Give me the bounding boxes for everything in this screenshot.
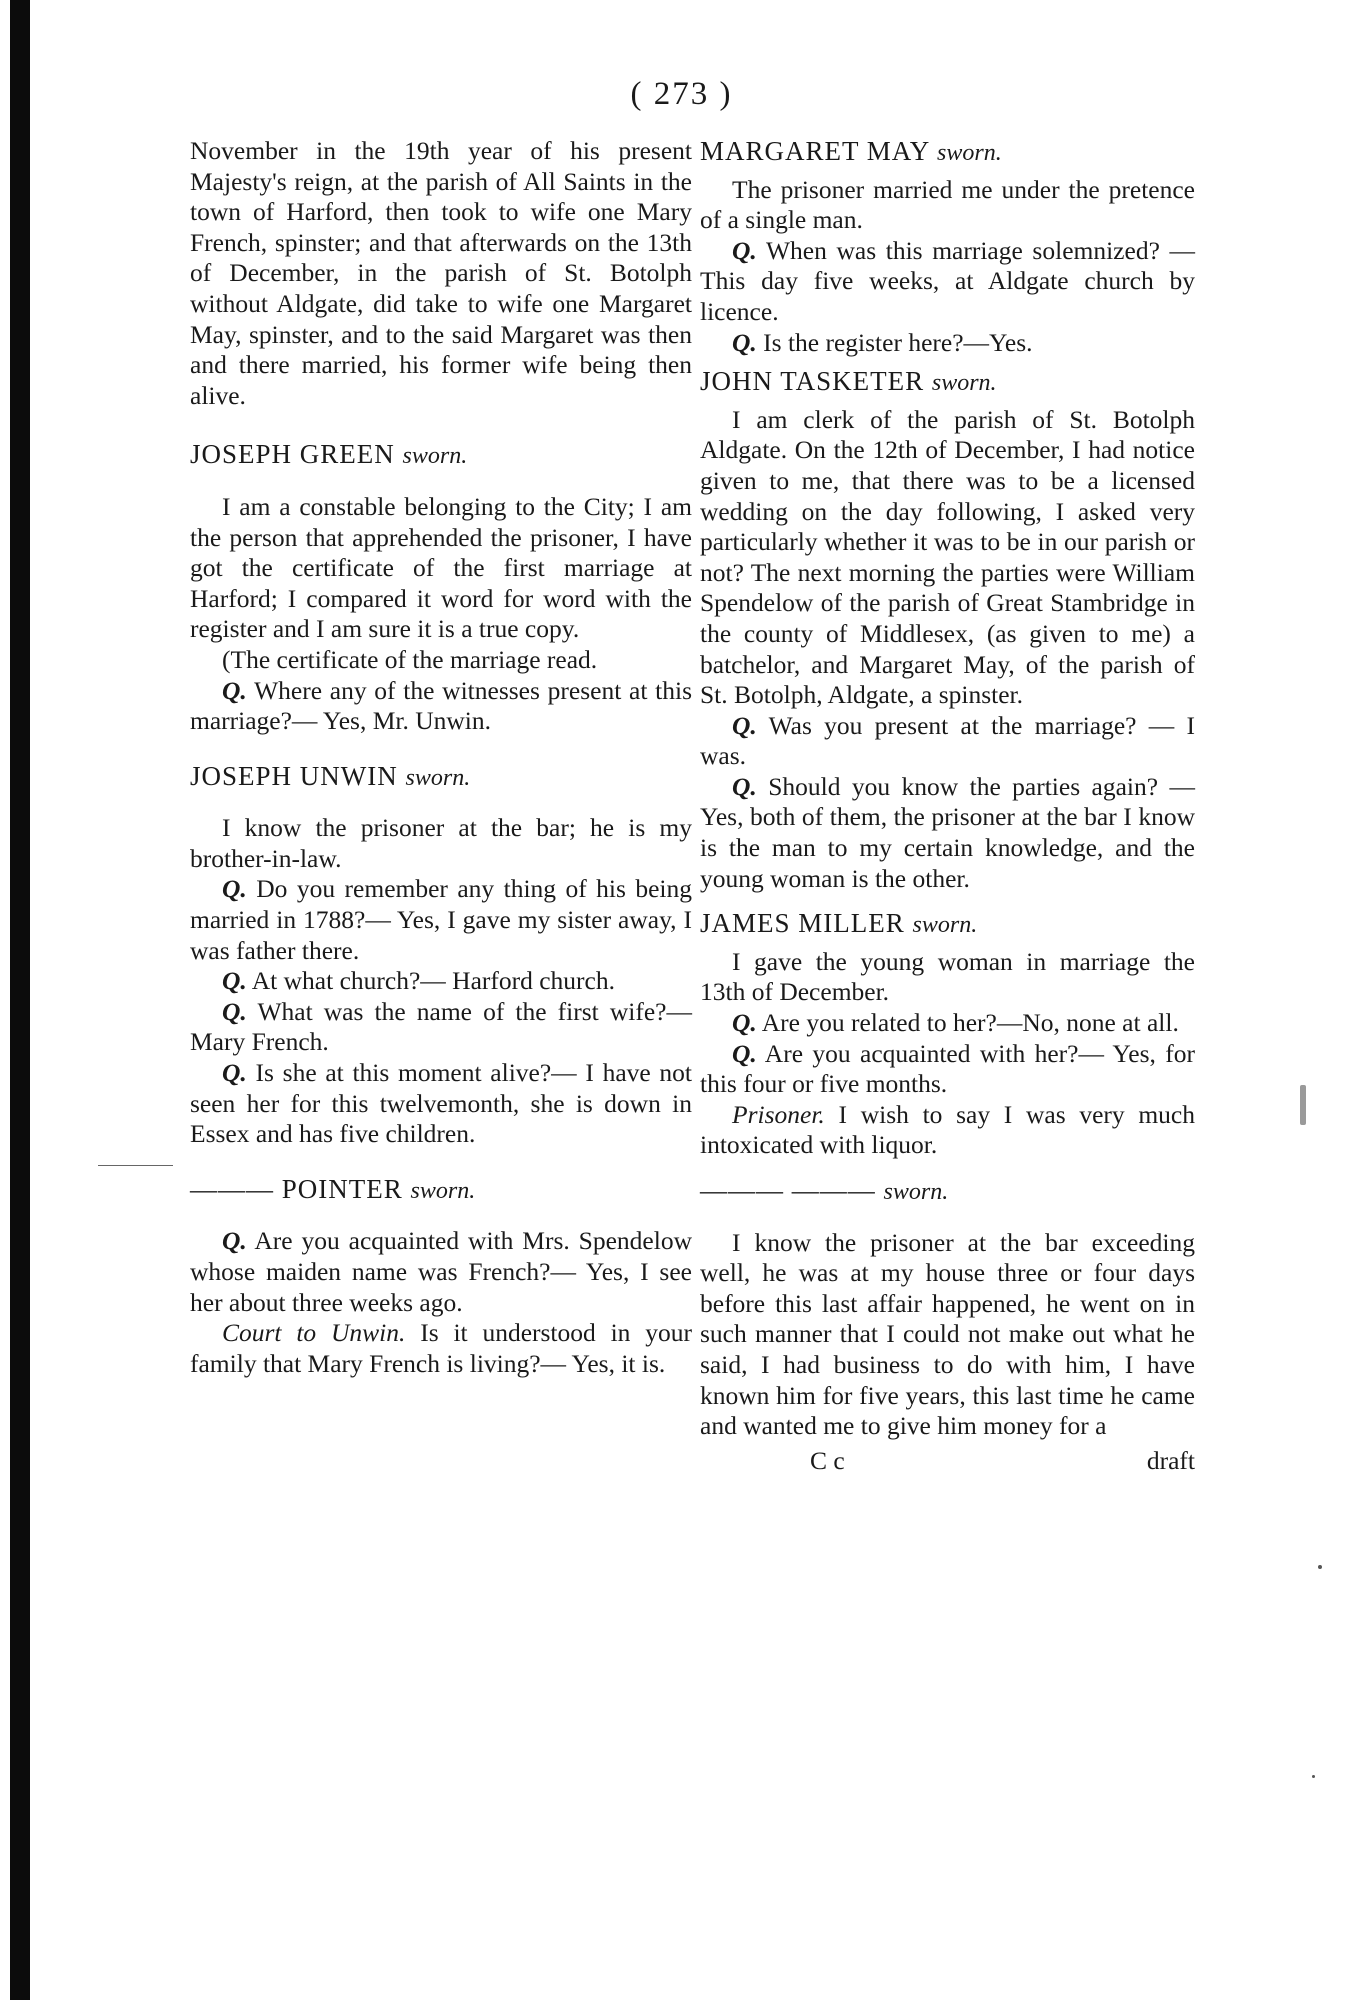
witness-name: ——— POINTER [190, 1173, 403, 1204]
question-text: Is she at this moment alive?— I have not seen her for this twelvemonth, she is down in Essex and has five children. [190, 1058, 693, 1149]
question-mark-q: Q. [732, 1038, 757, 1068]
court-text: Is it understood in your family that Mary French is living?— Yes, it is. [190, 1318, 692, 1378]
prisoner-label: Prisoner. [732, 1099, 825, 1129]
page-number-text: ( 273 ) [630, 76, 733, 112]
question-mark-q: Q. [222, 996, 247, 1026]
court-question-paragraph [190, 1318, 692, 1379]
question-text: Should you know the parties again? — Yes, both of them, the prisoner at the bar I know is the man to my certain knowledge, and the young woman is the other. [700, 771, 1195, 893]
question-text: Are you related to her?—No, none at all. [761, 1008, 1179, 1038]
question-paragraph [190, 997, 692, 1058]
scan-speck [1318, 1565, 1322, 1569]
question-text: Are you acquainted with Mrs. Spendelow whose maiden name was French?— Yes, I see her about three weeks ago. [190, 1226, 692, 1317]
question-mark-q: Q. [732, 1008, 757, 1038]
sworn-label: sworn. [402, 443, 468, 470]
scan-speck [1312, 1775, 1315, 1778]
testimony-paragraph: I know the prisoner at the bar exceeding well, he was at my house three or four days before this last affair happened, he went on in such manner that I could not make out what he said, I had business to do with him, I have known him for five years, this last time he came and wanted me to give him money for a [700, 1227, 1195, 1441]
question-text: Was you present at the marriage? — I was. [700, 710, 1195, 771]
testimony-paragraph: I know the prisoner at the bar; he is my brother-in-law. [190, 813, 692, 873]
question-paragraph [190, 874, 692, 966]
question-paragraph [700, 236, 1195, 328]
court-label: Court to Unwin. [222, 1318, 406, 1348]
question-paragraph [700, 1008, 1195, 1039]
page-number [0, 76, 1363, 113]
question-paragraph [700, 328, 1195, 359]
witness-name: ——— ——— [700, 1175, 876, 1205]
catchline [700, 1446, 1195, 1477]
question-mark-q: Q. [222, 1226, 247, 1256]
question-text: At what church?— Harford church. [251, 966, 615, 996]
question-text: Is the register here?—Yes. [763, 327, 1033, 357]
witness-heading-unwin [190, 761, 692, 794]
sworn-label: sworn. [405, 764, 471, 791]
testimony-paragraph: I am a constable belonging to the City; I am the person that apprehended the prisoner, I have got the certificate of the first marriage at Harford; I compared it word for word with the register and I am sure it is a true copy. [190, 491, 692, 644]
question-mark-q: Q. [222, 675, 247, 705]
question-mark-q: Q. [222, 874, 247, 904]
testimony-paragraph: I am clerk of the parish of St. Botolph Aldgate. On the 12th of December, I had notice given to me, that there was to be a licensed wedding on the day following, I asked very particularly whether it was to be in our parish or not? The next morning the parties were William Spendelow of the parish of Great Stambridge in the county of Middlesex, (as given to me) a batchelor, and Margaret May, of the parish of St. Botolph, Aldgate, a spinster. [700, 404, 1195, 710]
sworn-label: sworn. [883, 1179, 949, 1205]
witness-name: JOHN TASKETER [700, 366, 925, 397]
sworn-label: sworn. [410, 1177, 476, 1204]
question-mark-q: Q. [732, 710, 757, 740]
question-paragraph [700, 1039, 1195, 1100]
question-text: Are you acquainted with her?— Yes, for this four or five months. [700, 1038, 1195, 1099]
witness-name: MARGARET MAY [700, 136, 930, 166]
witness-name: JOSEPH GREEN [190, 439, 395, 470]
witness-heading-pointer [190, 1174, 692, 1207]
catchword: draft [1146, 1445, 1195, 1475]
sworn-label: sworn. [912, 912, 978, 939]
scan-speck [1300, 1085, 1306, 1125]
question-mark-q: Q. [222, 966, 247, 996]
right-column [700, 136, 1195, 1476]
sworn-label: sworn. [937, 140, 1002, 166]
testimony-paragraph: (The certificate of the marriage read. [222, 644, 598, 674]
scan-binding-edge [10, 0, 30, 2000]
prisoner-statement [700, 1100, 1195, 1161]
question-paragraph [190, 676, 692, 737]
margin-mark [98, 1165, 173, 1166]
sworn-label: sworn. [931, 370, 997, 397]
witness-heading-may [700, 136, 1195, 169]
witness-name: JAMES MILLER [700, 908, 905, 939]
witness-heading-miller [700, 908, 1195, 941]
signature-mark: C c [810, 1445, 845, 1475]
question-mark-q: Q. [732, 771, 757, 801]
question-paragraph [190, 966, 692, 997]
question-text: When was this marriage solemnized? — This day five weeks, at Aldgate church by licence. [700, 235, 1195, 326]
testimony-paragraph: I gave the young woman in marriage the 13th of December. [700, 946, 1195, 1007]
question-paragraph [700, 711, 1195, 772]
question-mark-q: Q. [732, 327, 757, 357]
question-text: Do you remember any thing of his being married in 1788?— Yes, I gave my sister away, I was father there. [190, 874, 693, 965]
question-mark-q: Q. [732, 235, 757, 265]
left-column [190, 136, 692, 1379]
question-text: Where any of the witnesses present at this marriage?— Yes, Mr. Unwin. [190, 675, 692, 736]
witness-name: JOSEPH UNWIN [190, 760, 398, 791]
question-paragraph [190, 1058, 692, 1150]
testimony-paragraph: The prisoner married me under the pretence of a single man. [700, 174, 1195, 235]
prisoner-text: I wish to say I was very much intoxicated with liquor. [700, 1099, 1195, 1160]
question-mark-q: Q. [222, 1058, 247, 1088]
indictment-continuation: November in the 19th year of his present Majesty's reign, at the parish of All Saints in the town of Harford, then took to wife one Mary French, spinster; and that afterwards on the 13th of December, in the parish of St. Botolph without Aldgate, did take to wife one Margaret May, spinster, and to the said Margaret was then and there married, his former wife being then alive. [190, 136, 692, 410]
witness-heading-green [190, 439, 692, 472]
question-paragraph [190, 1226, 692, 1318]
question-text: What was the name of the first wife?— Mary French. [190, 996, 692, 1057]
witness-heading-unnamed [700, 1175, 1195, 1208]
question-paragraph [700, 772, 1195, 894]
witness-heading-tasketer [700, 366, 1195, 399]
